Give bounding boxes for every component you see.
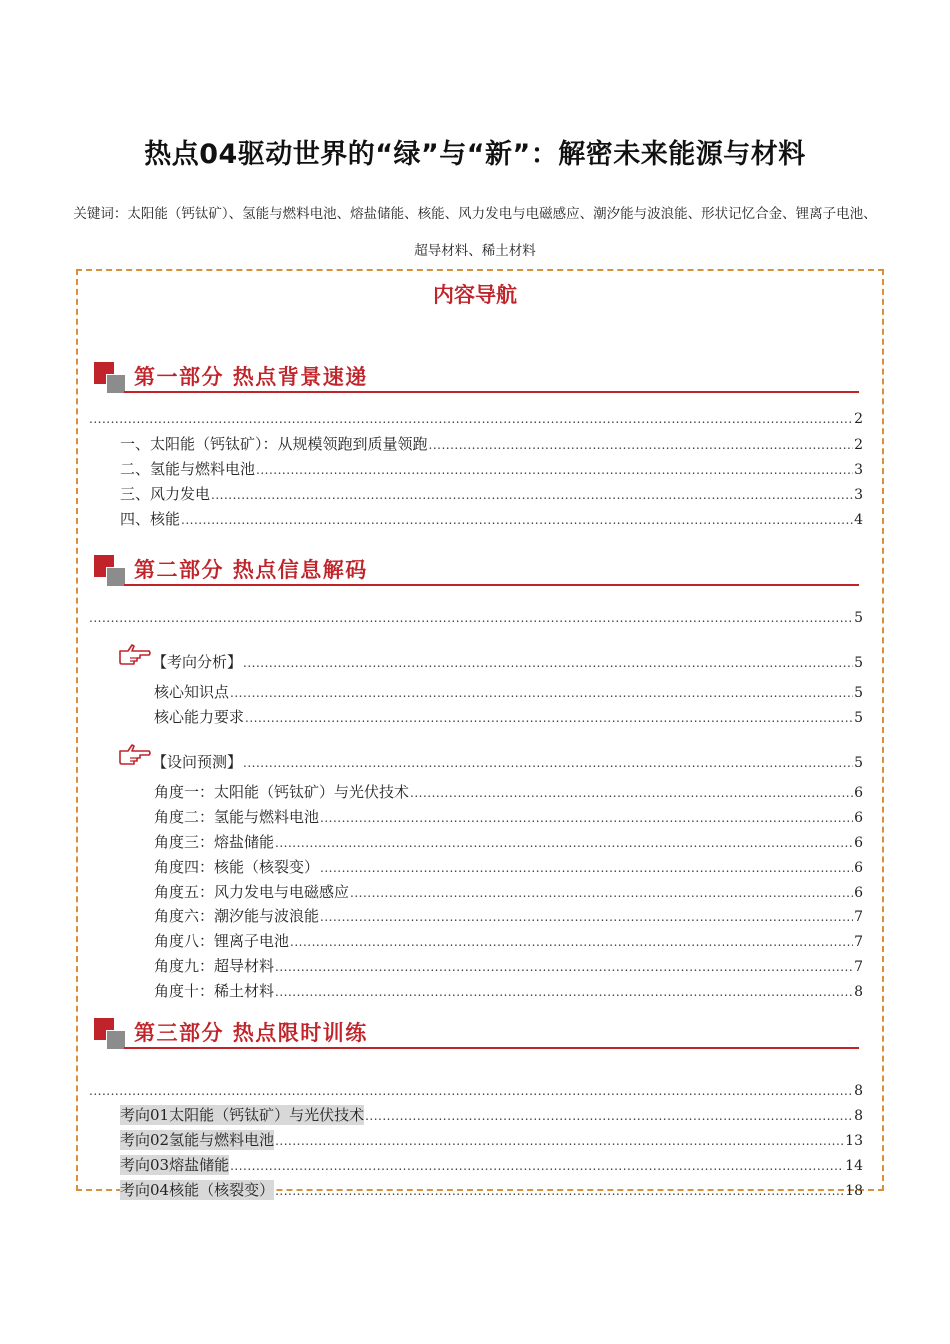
toc-entry-text: 考向04核能（核裂变） (120, 1181, 275, 1199)
toc-entry[interactable] (154, 882, 863, 902)
toc-entry-page: 4 (854, 512, 863, 528)
toc-entry-text: 考向02氢能与燃料电池 (120, 1131, 275, 1149)
section-rule (124, 391, 859, 393)
keywords-line: 关键词：太阳能（钙钛矿）、氢能与燃料电池、熔盐储能、核能、风力发电与电磁感应、潮汐能与波浪能、形状记忆合金、锂离子电池、超导材料、稀土材料 (73, 206, 877, 259)
leader-dots (365, 1106, 853, 1126)
toc-entry[interactable] (88, 608, 863, 628)
toc-entry-page: 6 (854, 810, 863, 826)
document-title: 热点04驱动世界的“绿”与“新”：解密未来能源与材料 (144, 139, 806, 170)
toc-entry-page: 8 (854, 1083, 863, 1099)
leader-dots (89, 608, 853, 628)
leader-dots (89, 1081, 853, 1101)
leader-dots (320, 907, 853, 927)
toc-entry-text: 三、风力发电 (120, 485, 211, 503)
toc-entry-page: 5 (854, 710, 863, 726)
toc-entry-page: 18 (845, 1183, 863, 1199)
toc-entry-text: 核心能力要求 (154, 708, 245, 726)
toc-entry-page: 6 (854, 835, 863, 851)
leader-dots (275, 982, 853, 1002)
leader-dots (211, 485, 853, 505)
toc-entry-text: 角度四：核能（核裂变） (154, 858, 320, 876)
section-rule (124, 1047, 859, 1049)
section-heading-label: 第一部分 热点背景速递 (134, 365, 368, 389)
leader-dots (275, 1131, 844, 1151)
nav-title: 内容导航 (433, 283, 517, 307)
toc-entry-page: 3 (854, 487, 863, 503)
pointing-hand-icon (118, 641, 152, 667)
toc-entry[interactable] (88, 409, 863, 429)
toc-entry[interactable] (120, 459, 863, 479)
toc-entry-text: 角度六：潮汐能与波浪能 (154, 907, 320, 925)
toc-entry[interactable] (154, 906, 863, 926)
section-marker-icon (106, 374, 126, 394)
toc-entry-text: 角度十：稀土材料 (154, 982, 275, 1000)
toc-entry-text: 角度五：风力发电与电磁感应 (154, 883, 350, 901)
toc-entry[interactable] (154, 981, 863, 1001)
toc-entry-page: 7 (854, 934, 863, 950)
toc-entry-text: 四、核能 (120, 510, 181, 528)
section-heading-part2 (94, 555, 859, 589)
toc-entry[interactable] (120, 1155, 863, 1175)
toc-entry-page: 13 (845, 1133, 863, 1149)
toc-frame (76, 269, 884, 1191)
leader-dots (410, 783, 853, 803)
toc-entry[interactable] (120, 1105, 863, 1125)
toc-entry[interactable] (154, 832, 863, 852)
toc-entry-text: 角度二：氢能与燃料电池 (154, 808, 320, 826)
leader-dots (350, 883, 853, 903)
toc-entry-text: 角度九：超导材料 (154, 957, 275, 975)
toc-entry-text: 角度八：锂离子电池 (154, 932, 290, 950)
toc-entry-text: 核心知识点 (154, 683, 230, 701)
toc-entry-page: 6 (854, 860, 863, 876)
toc-entry-page: 6 (854, 785, 863, 801)
leader-dots (89, 409, 853, 429)
toc-entry-page: 3 (854, 462, 863, 478)
toc-entry[interactable] (88, 1081, 863, 1101)
toc-entry[interactable] (154, 682, 863, 702)
section-rule (124, 584, 859, 586)
toc-entry-page: 5 (854, 685, 863, 701)
toc-entry-page: 5 (854, 755, 863, 771)
toc-entry[interactable] (120, 1130, 863, 1150)
leader-dots (290, 932, 853, 952)
toc-entry[interactable] (154, 931, 863, 951)
toc-entry-page: 14 (845, 1158, 863, 1174)
toc-entry[interactable] (120, 484, 863, 504)
toc-entry-page: 7 (854, 959, 863, 975)
toc-entry-page: 5 (854, 610, 863, 626)
toc-entry-text: 一、太阳能（钙钛矿）：从规模领跑到质量领跑 (120, 435, 428, 453)
leader-dots (230, 1156, 844, 1176)
toc-entry[interactable] (154, 807, 863, 827)
toc-entry[interactable] (154, 857, 863, 877)
leader-dots (245, 708, 853, 728)
toc-entry[interactable] (154, 707, 863, 727)
leader-dots (256, 460, 853, 480)
leader-dots (320, 808, 853, 828)
toc-entry-text: 【设问预测】 (152, 753, 243, 771)
toc-entry-page: 2 (854, 411, 863, 427)
leader-dots (275, 1181, 844, 1201)
toc-entry-page: 8 (854, 984, 863, 1000)
toc-entry[interactable] (152, 752, 863, 772)
section-heading-part3 (94, 1018, 859, 1052)
toc-entry[interactable] (154, 956, 863, 976)
leader-dots (230, 683, 853, 703)
leader-dots (275, 833, 853, 853)
section-marker-icon (106, 1030, 126, 1050)
leader-dots (243, 653, 853, 673)
toc-entry-text: 角度一：太阳能（钙钛矿）与光伏技术 (154, 783, 410, 801)
toc-entry-page: 2 (854, 437, 863, 453)
toc-entry-page: 7 (854, 909, 863, 925)
leader-dots (243, 753, 853, 773)
toc-entry-page: 8 (854, 1108, 863, 1124)
toc-entry-page: 6 (854, 885, 863, 901)
toc-entry[interactable] (120, 434, 863, 454)
toc-entry[interactable] (154, 782, 863, 802)
section-heading-label: 第二部分 热点信息解码 (134, 558, 368, 582)
toc-entry-page: 5 (854, 655, 863, 671)
section-marker-icon (106, 567, 126, 587)
leader-dots (320, 858, 853, 878)
leader-dots (275, 957, 853, 977)
leader-dots (181, 510, 853, 530)
toc-entry-text: 【考向分析】 (152, 653, 243, 671)
toc-entry-text: 考向03熔盐储能 (120, 1156, 230, 1174)
toc-entry-text: 角度三：熔盐储能 (154, 833, 275, 851)
toc-entry[interactable] (152, 652, 863, 672)
section-heading-part1 (94, 362, 859, 396)
toc-entry[interactable] (120, 509, 863, 529)
pointing-hand-icon (118, 741, 152, 767)
section-heading-label: 第三部分 热点限时训练 (134, 1021, 368, 1045)
toc-entry[interactable] (120, 1180, 863, 1200)
toc-entry-text: 考向01太阳能（钙钛矿）与光伏技术 (120, 1106, 365, 1124)
leader-dots (429, 435, 854, 455)
toc-entry-text: 二、氢能与燃料电池 (120, 460, 256, 478)
